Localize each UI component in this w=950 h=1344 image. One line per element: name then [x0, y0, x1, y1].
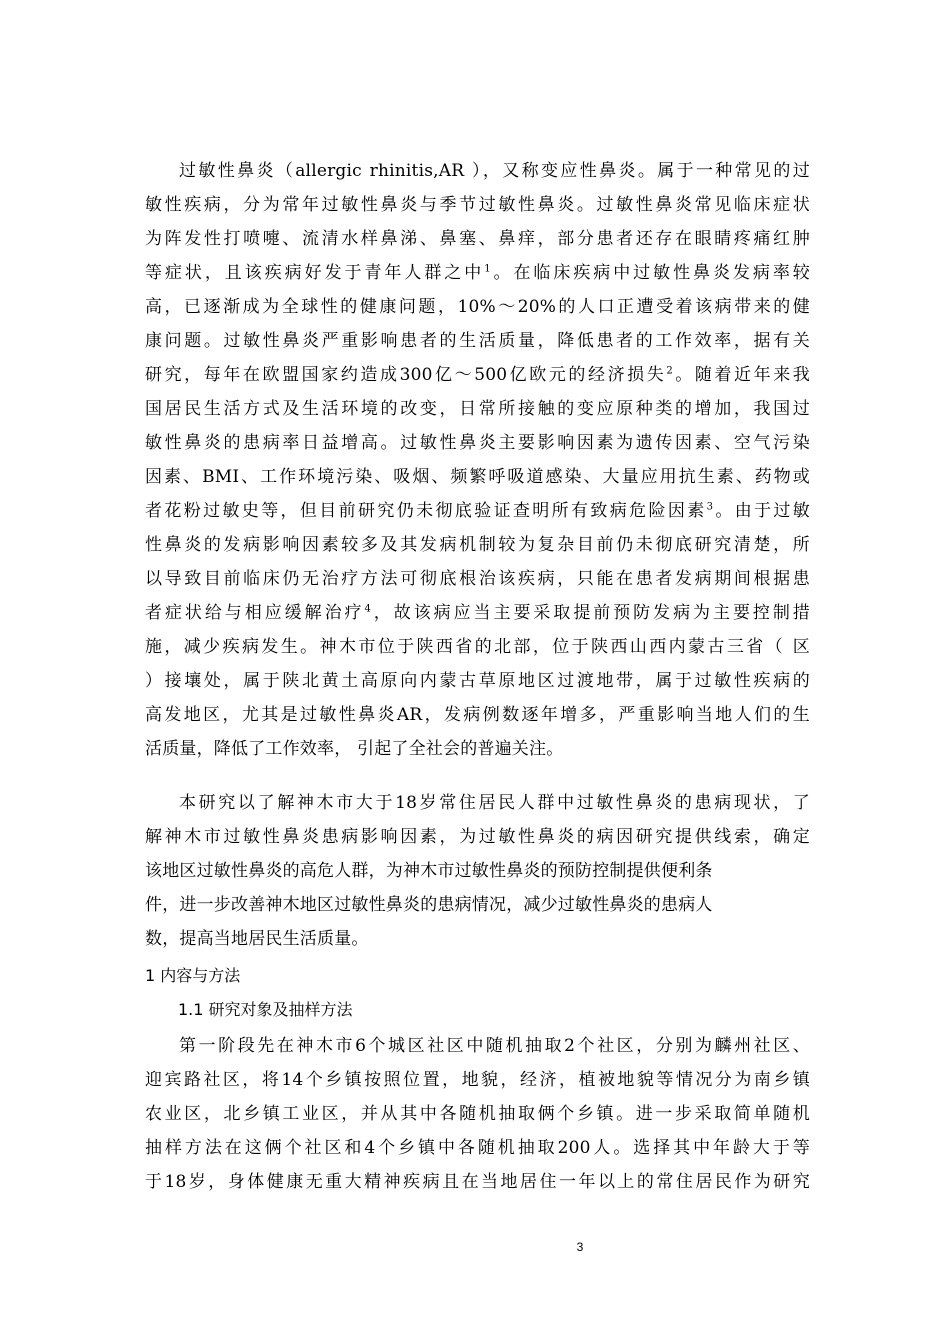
text-line: 本研究以了解神木市大于18岁常住居民人群中过敏性鼻炎的患病现状，了 [179, 793, 810, 813]
text-line: 国居民生活方式及生活环境的改变，日常所接触的变应原种类的增加，我国过 [145, 399, 810, 419]
paragraph-objective [145, 786, 810, 956]
text-segment: 。随着近年来我 [672, 365, 810, 385]
subsection-heading: 1.1 研究对象及抽样方法 [178, 1000, 353, 1019]
text-line: 施，减少疾病发生。神木市位于陕西省的北部，位于陕西山西内蒙古三省（ 区 [145, 637, 810, 657]
citation-ref: 4 [364, 603, 372, 615]
text-line: 活质量，降低了工作效率， 引起了全社会的普遍关注。 [145, 739, 564, 759]
text-line: 件，进一步改善神木地区过敏性鼻炎的患病情况，减少过敏性鼻炎的患病人 [145, 895, 713, 915]
text-segment: 者花粉过敏史等，但目前研究仍未彻底验证查明所有致病危险因素 [145, 501, 707, 521]
text-segment: 者症状给与相应缓解治疗 [145, 603, 365, 623]
text-line: 高，已逐渐成为全球性的健康问题，10%～20%的人口正遭受着该病带来的健 [145, 297, 810, 317]
paragraph-intro [145, 154, 810, 766]
text-line: 数，提高当地居民生活质量。 [145, 929, 369, 949]
text-line: 第一阶段先在神木市6个城区社区中随机抽取2个社区，分别为麟州社区、 [179, 1036, 810, 1056]
text-segment: 等症状，且该疾病好发于青年人群之中 [145, 263, 485, 283]
text-line: 高发地区，尤其是过敏性鼻炎AR，发病例数逐年增多，严重影响当地人们的生 [145, 705, 810, 725]
text-line: 解神木市过敏性鼻炎患病影响因素，为过敏性鼻炎的病因研究提供线索，确定 [145, 827, 810, 847]
text-line: 迎宾路社区，将14个乡镇按照位置，地貌，经济，植被地貌等情况分为南乡镇 [145, 1070, 810, 1090]
text-line: 以导致目前临床仍无治疗方法可彻底根治该疾病，只能在患者发病期间根据患 [145, 569, 810, 589]
text-segment: 。在临床疾病中过敏性鼻炎发病率较 [490, 263, 811, 283]
citation-ref: 2 [666, 365, 673, 377]
text-line [145, 494, 810, 528]
text-line [145, 256, 810, 290]
citation-ref: 1 [484, 263, 491, 275]
text-segment: 。由于过敏 [713, 501, 810, 521]
paragraph-sampling [145, 1029, 810, 1199]
text-line: 敏性鼻炎的患病率日益增高。过敏性鼻炎主要影响因素为遗传因素、空气污染 [145, 433, 810, 453]
text-line [145, 358, 810, 392]
citation-ref: 3 [706, 501, 714, 513]
text-line: 于18岁，身体健康无重大精神疾病且在当地居住一年以上的常住居民作为研究 [145, 1172, 810, 1192]
text-line [145, 596, 810, 630]
text-line: 因素、BMI、工作环境污染、吸烟、频繁呼吸道感染、大量应用抗生素、药物或 [145, 467, 810, 487]
text-line: 敏性疾病，分为常年过敏性鼻炎与季节过敏性鼻炎。过敏性鼻炎常见临床症状 [145, 195, 810, 215]
text-segment: ，故该病应当主要采取提前预防发病为主要控制措 [371, 603, 810, 623]
text-line: ）接壤处，属于陕北黄土高原向内蒙古草原地区过渡地带，属于过敏性疾病的 [145, 671, 810, 691]
page-number: 3 [576, 1240, 584, 1254]
text-line: 为阵发性打喷嚏、流清水样鼻涕、鼻塞、鼻痒，部分患者还存在眼睛疼痛红肿 [145, 229, 810, 249]
text-line: 抽样方法在这俩个社区和4个乡镇中各随机抽取200人。选择其中年龄大于等 [145, 1138, 810, 1158]
text-line: 农业区，北乡镇工业区，并从其中各随机抽取俩个乡镇。进一步采取简单随机 [145, 1104, 810, 1124]
text-line: 康问题。过敏性鼻炎严重影响患者的生活质量，降低患者的工作效率，据有关 [145, 331, 810, 351]
text-line: 过敏性鼻炎（allergic rhinitis,AR ），又称变应性鼻炎。属于一种常见的过 [179, 161, 810, 181]
text-line: 该地区过敏性鼻炎的高危人群，为神木市过敏性鼻炎的预防控制提供便利条 [145, 861, 713, 881]
text-line: 性鼻炎的发病影响因素较多及其发病机制较为复杂目前仍未彻底研究清楚，所 [145, 535, 810, 555]
section-heading: 1 内容与方法 [145, 966, 241, 985]
text-segment: 研究，每年在欧盟国家约造成300亿～500亿欧元的经济损失 [145, 365, 667, 385]
